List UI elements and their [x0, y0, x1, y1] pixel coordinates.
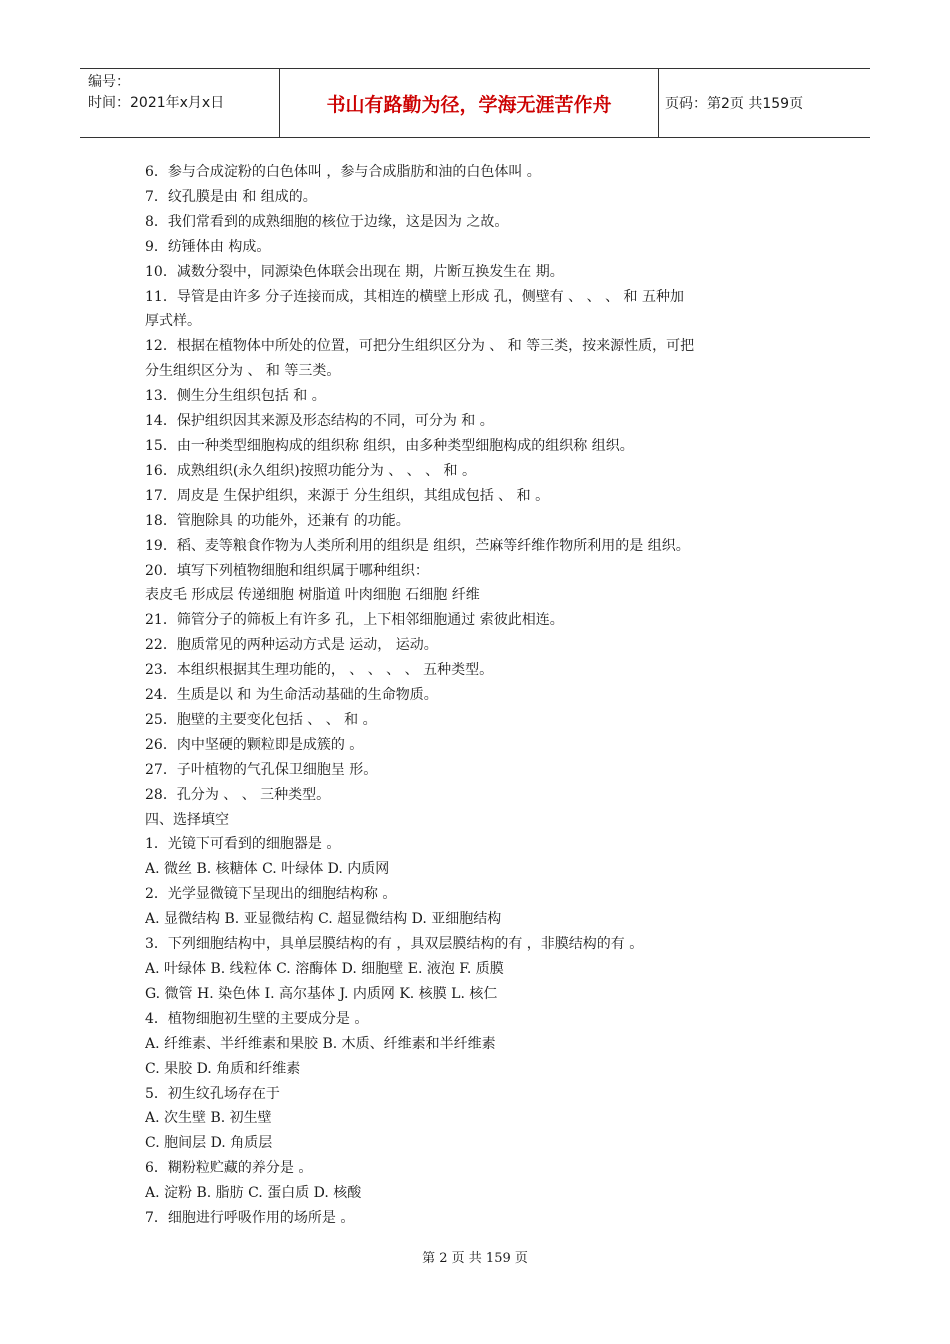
text-line: 6．糊粉粒贮藏的养分是 。	[145, 1160, 313, 1177]
text-line: 22．胞质常见的两种运动方式是 运动， 运动。	[145, 637, 438, 654]
text-line: 19．稻、麦等粮食作物为人类所利用的组织是 组织，苎麻等纤维作物所利用的是 组织。	[145, 537, 690, 554]
text-line: C. 胞间层 D. 角质层	[145, 1135, 273, 1152]
text-line: 厚式样。	[145, 313, 201, 330]
header-page-number: 页码：第2页 共159页	[665, 96, 804, 112]
text-line: 18．管胞除具 的功能外，还兼有 的功能。	[145, 512, 410, 529]
text-line: 7．纹孔膜是由 和 组成的。	[145, 188, 317, 205]
document-time-label: 时间：2021年x月x日	[88, 95, 225, 111]
text-line: C. 果胶 D. 角质和纤维素	[145, 1060, 301, 1077]
text-line: 15．由一种类型细胞构成的组织称 组织，由多种类型细胞构成的组织称 组织。	[145, 437, 634, 454]
text-line: 4．植物细胞初生壁的主要成分是 。	[145, 1010, 369, 1027]
text-line: A. 次生壁 B. 初生壁	[145, 1110, 272, 1127]
text-line: 表皮毛 形成层 传递细胞 树脂道 叶肉细胞 石细胞 纤维	[145, 587, 480, 604]
text-line: 10．减数分裂中，同源染色体联会出现在 期，片断互换发生在 期。	[145, 263, 564, 280]
document-body	[145, 160, 815, 1231]
header-meta	[80, 69, 280, 137]
text-line: 5．初生纹孔场存在于	[145, 1085, 280, 1102]
text-line: A. 纤维素、半纤维素和果胶 B. 木质、纤维素和半纤维素	[145, 1035, 496, 1052]
text-line: 21．筛管分子的筛板上有许多 孔，上下相邻细胞通过 索彼此相连。	[145, 612, 564, 629]
text-line: 12．根据在植物体中所处的位置，可把分生组织区分为 、 和 等三类，按来源性质，可把	[145, 338, 695, 355]
text-line: 16．成熟组织(永久组织)按照功能分为 、 、 、 和 。	[145, 462, 476, 479]
text-line: 四、选择填空	[145, 811, 229, 828]
text-line: 6．参与合成淀粉的白色体叫 ，参与合成脂肪和油的白色体叫 。	[145, 164, 541, 180]
text-line: 7．细胞进行呼吸作用的场所是 。	[145, 1210, 355, 1227]
text-line: 3．下列细胞结构中，具单层膜结构的有 ，具双层膜结构的有 ，非膜结构的有 。	[145, 936, 644, 953]
document-number-label: 编号：	[88, 74, 130, 90]
text-line: 25．胞壁的主要变化包括 、 、 和 。	[145, 711, 377, 728]
text-line: 1．光镜下可看到的细胞器是 。	[145, 836, 341, 853]
text-line: 20．填写下列植物细胞和组织属于哪种组织：	[145, 562, 429, 579]
text-line: A. 微丝 B. 核糖体 C. 叶绿体 D. 内质网	[145, 861, 390, 878]
text-line: 23．本组织根据其生理功能的， 、 、 、 、 五种类型。	[145, 662, 494, 679]
text-line: A. 淀粉 B. 脂肪 C. 蛋白质 D. 核酸	[145, 1185, 362, 1202]
header-motto: 书山有路勤为径，学海无涯苦作舟	[280, 69, 659, 137]
page-footer: 第 2 页 共 159 页	[422, 1251, 528, 1266]
page-header	[80, 68, 870, 138]
text-line: 26．肉中坚硬的颗粒即是成簇的 。	[145, 736, 364, 753]
text-line: A. 叶绿体 B. 线粒体 C. 溶酶体 D. 细胞壁 E. 液泡 F. 质膜	[145, 961, 504, 977]
text-line: 28．孔分为 、 、 三种类型。	[145, 786, 331, 803]
text-line: 9．纺锤体由 构成。	[145, 238, 271, 255]
text-line: G. 微管 H. 染色体 I. 高尔基体 J. 内质网 K. 核膜 L. 核仁	[145, 985, 498, 1002]
text-line: A. 显微结构 B. 亚显微结构 C. 超显微结构 D. 亚细胞结构	[145, 911, 502, 928]
text-line: 13．侧生分生组织包括 和 。	[145, 388, 326, 405]
text-line: 2．光学显微镜下呈现出的细胞结构称 。	[145, 886, 397, 903]
text-line: 17．周皮是 生保护组织，来源于 分生组织，其组成包括 、 和 。	[145, 487, 550, 504]
text-line: 14．保护组织因其来源及形态结构的不同，可分为 和 。	[145, 413, 494, 430]
text-line: 11．导管是由许多 分子连接而成，其相连的横壁上形成 孔，侧壁有 、 、 、 和 五种加	[145, 288, 684, 305]
text-line: 27．子叶植物的气孔保卫细胞呈 形。	[145, 761, 378, 778]
text-line: 分生组织区分为 、 和 等三类。	[145, 363, 341, 380]
text-line: 8．我们常看到的成熟细胞的核位于边缘，这是因为 之故。	[145, 213, 509, 230]
text-line: 24．生质是以 和 为生命活动基础的生命物质。	[145, 687, 438, 704]
